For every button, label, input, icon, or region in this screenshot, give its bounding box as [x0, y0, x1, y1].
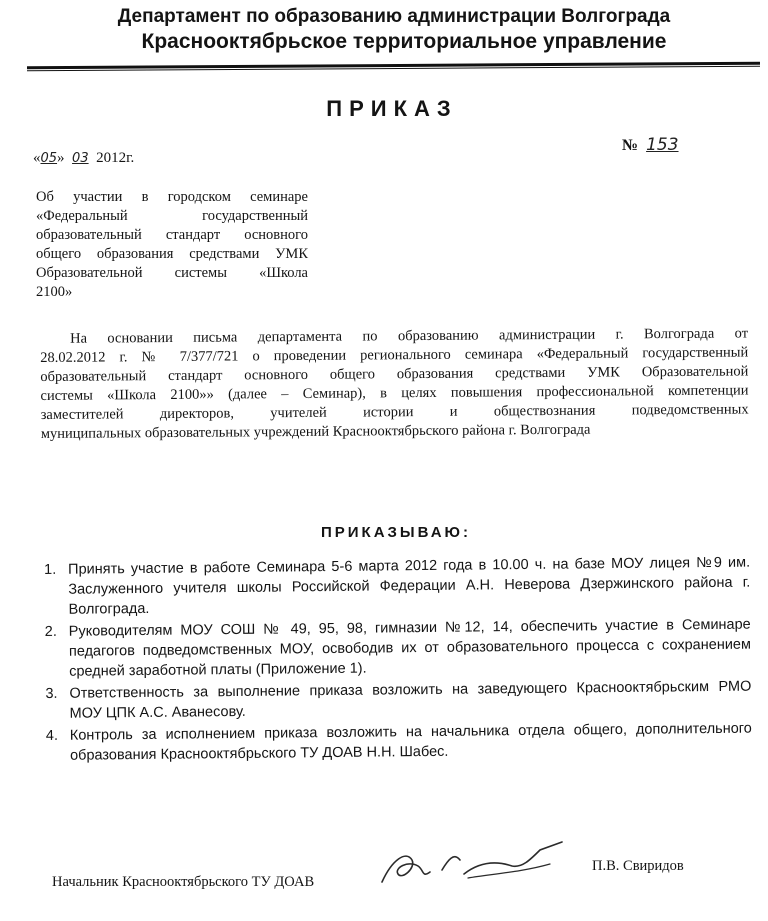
subject-line: образовательный стандарт основного — [36, 227, 308, 243]
item-line: Волгограда. — [68, 600, 150, 618]
number-label: № — [622, 137, 639, 154]
date-close-quote: » — [57, 150, 65, 166]
order-preamble — [40, 324, 749, 444]
item-number: 1. — [44, 561, 57, 578]
subject-line: Образовательной системы «Школа — [36, 265, 308, 281]
item-line: средней заработной платы (Приложение 1). — [69, 660, 367, 680]
preamble-line: системы «Школа 2100»» (далее – Семинар), в целях повышения профессиональной компетенции — [40, 382, 749, 404]
item-line: МОУ ЦПК А.С. Аванесову. — [69, 703, 246, 722]
order-number — [622, 135, 687, 155]
item-line: Контроль за исполнением приказа возложить на начальника отдела общего, дополнительного — [69, 720, 752, 744]
subject-line: Об участии в городском семинаре — [36, 189, 308, 205]
number-value: 153 — [646, 135, 679, 155]
preamble-line: заместителей директоров, учителей истории и обществознания подведомственных — [40, 401, 749, 423]
date-open-quote: « — [33, 150, 41, 166]
date-year: 2012г. — [96, 150, 135, 166]
order-item — [45, 677, 751, 724]
item-number: 4. — [45, 727, 59, 744]
order-items — [44, 553, 752, 768]
preamble-line: 28.02.2012 г. № 7/377/721 о проведении регионального семинара «Федеральный государственный — [40, 344, 749, 366]
signatory-position: Начальник Краснооктябрьского ТУ ДОАВ — [52, 874, 315, 890]
preamble-line: На основании письма департамента по образованию администрации г. Волгограда от — [70, 325, 749, 347]
item-line: Заслуженного учителя школы Российской Федерации А.Н. Неверова Дзержинского района г. — [68, 574, 751, 598]
item-line: образования Краснооктябрьского ТУ ДОАВ Н.Н. Шабес. — [69, 743, 449, 764]
item-line: Ответственность за выполнение приказа возложить на заведующего Краснооктябрьским РМО — [69, 678, 752, 702]
item-line: Руководителям МОУ СОШ № 49, 95, 98, гимназии №12, 14, обеспечить участие в Семинаре — [68, 616, 751, 640]
preamble-line: муниципальных образовательных учреждений Краснооктябрьского района г. Волгограда — [40, 421, 591, 442]
handwritten-signature — [372, 830, 572, 900]
subject-line: 2100» — [36, 284, 73, 300]
item-line: педагогов подведомственных МОУ, освободив их от образовательного процесса с сохранением — [68, 636, 752, 660]
order-subject — [36, 188, 308, 302]
item-number: 2. — [44, 623, 57, 640]
subject-line: общего образования средствами УМК — [36, 246, 308, 262]
item-number: 3. — [45, 685, 58, 702]
order-item — [46, 719, 752, 766]
item-line: Принять участие в работе Семинара 5-6 марта 2012 года в 10.00 ч. на базе МОУ лицея №9 им. — [68, 554, 751, 578]
order-item — [44, 553, 751, 620]
office-name: Краснооктябрьское территориальное управление — [141, 30, 667, 53]
subject-line: «Федеральный государственный — [36, 208, 308, 224]
date-month: 03 — [72, 151, 89, 166]
order-item — [45, 615, 752, 682]
date-day: 05 — [40, 151, 58, 166]
preamble-line: образовательный стандарт основного общего образования средствами УМК Образовательной — [40, 363, 749, 385]
signatory-name: П.В. Свиридов — [592, 858, 684, 874]
order-heading: ПРИКАЗЫВАЮ: — [320, 524, 472, 541]
order-date — [33, 150, 134, 167]
document-title: ПРИКАЗ — [326, 96, 458, 121]
department-name: Департамент по образованию администрации Волгограда — [117, 6, 671, 27]
